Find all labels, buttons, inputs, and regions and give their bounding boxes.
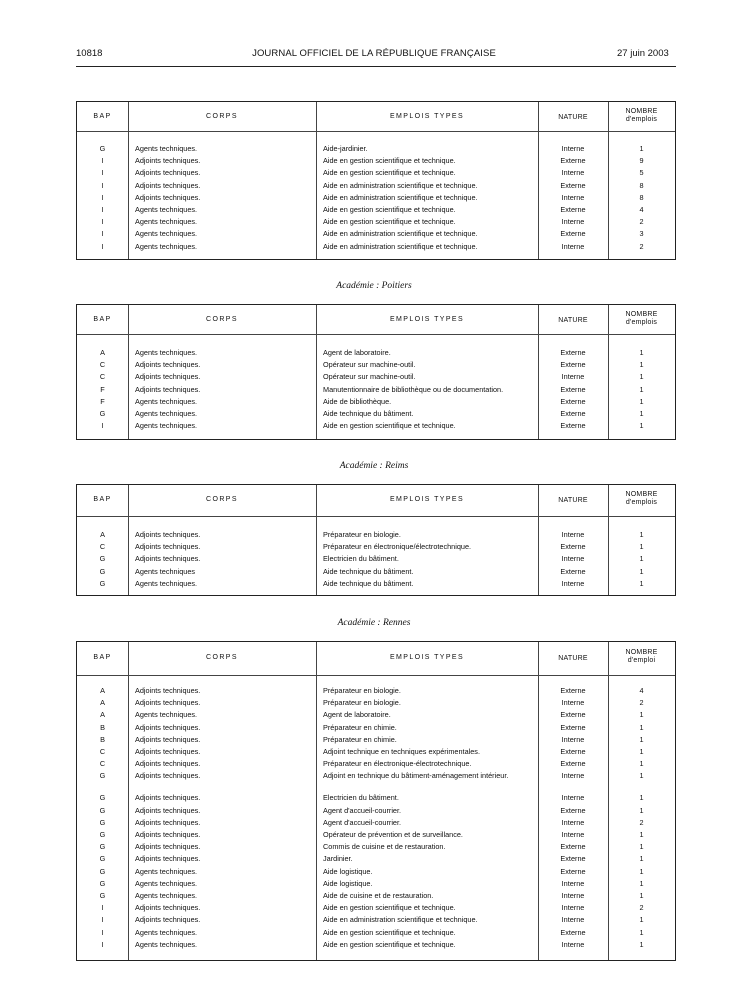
cell-nature: Interne	[561, 903, 585, 913]
col-header-corps: CORPS	[206, 113, 238, 120]
table-row	[77, 242, 675, 254]
cell-nature: Interne	[561, 168, 585, 178]
cell-bap: I	[101, 903, 104, 913]
cell-corps: Agents techniques.	[135, 710, 198, 720]
col-header-nature: NATURE	[558, 497, 588, 504]
col-header-corps: CORPS	[206, 496, 238, 503]
cell-nombre: 1	[639, 830, 644, 839]
header-rule	[77, 516, 675, 517]
cell-nombre: 1	[639, 747, 644, 756]
cell-corps: Agents techniques	[135, 566, 196, 576]
cell-bap: I	[101, 217, 104, 227]
cell-emploi-type: Aide en gestion scientifique et technique.	[323, 421, 456, 431]
cell-nature: Externe	[560, 409, 586, 418]
cell-emploi-type: Aide en administration scientifique et technique.	[323, 241, 478, 251]
cell-bap: I	[101, 168, 104, 178]
cell-corps: Agents techniques.	[135, 144, 198, 153]
cell-emploi-type: Aide en administration scientifique et technique.	[323, 915, 478, 925]
cell-nature: Externe	[560, 180, 586, 190]
table-row	[77, 854, 675, 866]
cell-bap: I	[101, 927, 104, 937]
cell-nature: Externe	[560, 722, 586, 732]
cell-nombre: 1	[639, 878, 644, 888]
cell-nombre: 1	[639, 384, 644, 394]
cell-bap: G	[99, 866, 106, 876]
cell-emploi-type: Aide de bibliothèque.	[323, 396, 392, 406]
cell-emploi-type: Opérateur sur machine-outil.	[323, 372, 416, 382]
col-header-bap: BAP	[93, 496, 112, 503]
cell-corps: Agents techniques.	[135, 891, 198, 900]
table-row	[77, 530, 675, 542]
cell-bap: A	[100, 710, 105, 720]
col-header-corps: CORPS	[206, 316, 238, 323]
cell-bap: G	[99, 554, 106, 564]
cell-nombre: 1	[639, 805, 644, 815]
col-header-nombre-line2: d'emplois	[625, 116, 658, 123]
cell-nombre: 1	[639, 396, 644, 406]
cell-corps: Adjoints techniques.	[135, 830, 201, 839]
table-row	[77, 915, 675, 927]
cell-nombre: 1	[639, 734, 644, 744]
cell-nombre: 1	[639, 891, 644, 900]
cell-corps: Agents techniques.	[135, 348, 198, 357]
cell-corps: Adjoints techniques.	[135, 384, 201, 394]
cell-nombre: 1	[639, 348, 644, 357]
cell-nombre: 2	[639, 817, 644, 827]
cell-corps: Agents techniques.	[135, 927, 198, 937]
cell-nature: Interne	[561, 878, 585, 888]
cell-emploi-type: Aide logistique.	[323, 878, 373, 888]
cell-bap: G	[99, 793, 106, 803]
cell-corps: Adjoints techniques.	[135, 360, 201, 370]
cell-emploi-type: Préparateur en biologie.	[323, 686, 401, 695]
cell-corps: Agents techniques.	[135, 578, 198, 588]
col-header-nature: NATURE	[558, 114, 588, 121]
cell-emploi-type: Adjoint en technique du bâtiment-aménagement intérieur.	[323, 771, 509, 781]
cell-bap: G	[99, 805, 106, 815]
cell-bap: A	[100, 698, 105, 708]
cell-nombre: 1	[639, 915, 644, 925]
cell-emploi-type: Préparateur en électronique/électrotechnique.	[323, 542, 472, 552]
cell-corps: Adjoints techniques.	[135, 698, 201, 708]
cell-bap: F	[100, 384, 105, 394]
cell-nature: Externe	[560, 384, 586, 394]
cell-corps: Adjoints techniques.	[135, 771, 201, 781]
table-row	[77, 710, 675, 722]
cell-emploi-type: Agent de laboratoire.	[323, 348, 391, 357]
table-rennes	[76, 641, 676, 961]
table-continued	[76, 101, 676, 260]
cell-emploi-type: Aide-jardinier.	[323, 144, 368, 153]
table-row	[77, 867, 675, 879]
col-header-nombre-line1: NOMBRE	[625, 108, 658, 115]
cell-bap: I	[101, 421, 104, 431]
col-header-emplois: EMPLOIS TYPES	[389, 496, 465, 503]
cell-bap: I	[101, 939, 104, 949]
cell-nombre: 1	[639, 842, 644, 852]
table-row	[77, 421, 675, 433]
cell-emploi-type: Préparateur en chimie.	[323, 722, 397, 732]
cell-corps: Adjoints techniques.	[135, 805, 201, 815]
cell-emploi-type: Aide en gestion scientifique et technique.	[323, 205, 456, 214]
table-row	[77, 397, 675, 409]
cell-bap: G	[99, 144, 106, 153]
table-row	[77, 168, 675, 180]
cell-bap: I	[101, 180, 104, 190]
table-row	[77, 747, 675, 759]
cell-corps: Agents techniques.	[135, 409, 198, 418]
header-rule	[77, 131, 675, 132]
publication-date: 27 juin 2003	[617, 48, 669, 59]
cell-nature: Interne	[561, 771, 585, 781]
cell-corps: Agents techniques.	[135, 939, 198, 949]
col-header-bap: BAP	[93, 113, 112, 120]
cell-bap: I	[101, 205, 104, 214]
cell-bap: I	[101, 156, 104, 166]
cell-corps: Adjoints techniques.	[135, 554, 201, 564]
cell-nombre: 3	[639, 229, 644, 239]
cell-bap: G	[99, 891, 106, 900]
cell-nombre: 1	[639, 939, 644, 949]
cell-corps: Agents techniques.	[135, 878, 198, 888]
table-row	[77, 348, 675, 360]
cell-emploi-type: Agent d'accueil-courrier.	[323, 805, 402, 815]
col-header-nombre-line2: d'emploi	[627, 657, 656, 664]
cell-bap: C	[99, 542, 106, 552]
table-row	[77, 567, 675, 579]
cell-emploi-type: Electricien du bâtiment.	[323, 554, 399, 564]
cell-bap: C	[99, 747, 106, 756]
table-row	[77, 771, 675, 793]
cell-nature: Externe	[560, 854, 586, 864]
cell-corps: Adjoints techniques.	[135, 180, 201, 190]
cell-nombre: 9	[639, 156, 644, 166]
table-row	[77, 759, 675, 771]
table-row	[77, 205, 675, 217]
page-number: 10818	[76, 48, 103, 59]
cell-emploi-type: Opérateur de prévention et de surveillance.	[323, 830, 463, 839]
cell-bap: G	[99, 771, 106, 781]
table-row	[77, 193, 675, 205]
cell-corps: Adjoints techniques.	[135, 372, 201, 382]
cell-nature: Externe	[560, 156, 586, 166]
cell-emploi-type: Aide en administration scientifique et technique.	[323, 180, 478, 190]
table-row	[77, 698, 675, 710]
cell-corps: Agents techniques.	[135, 866, 198, 876]
cell-emploi-type: Manutentionnaire de bibliothèque ou de documentation.	[323, 384, 504, 394]
cell-corps: Adjoints techniques.	[135, 915, 201, 925]
cell-nombre: 1	[639, 866, 644, 876]
cell-corps: Agents techniques.	[135, 205, 198, 214]
col-header-nombre	[608, 491, 675, 507]
cell-bap: I	[101, 192, 104, 202]
cell-corps: Adjoints techniques.	[135, 759, 201, 769]
table-poitiers	[76, 304, 676, 440]
cell-corps: Adjoints techniques.	[135, 156, 201, 166]
header-divider	[76, 66, 676, 67]
cell-bap: A	[100, 530, 105, 539]
col-header-corps: CORPS	[206, 654, 238, 661]
col-header-nature: NATURE	[558, 317, 588, 324]
cell-corps: Adjoints techniques.	[135, 722, 201, 732]
cell-nature: Externe	[560, 759, 586, 769]
cell-nombre: 8	[639, 180, 644, 190]
cell-nombre: 1	[639, 530, 644, 539]
cell-bap: C	[99, 372, 106, 382]
cell-nature: Externe	[560, 866, 586, 876]
table-row	[77, 806, 675, 818]
cell-nombre: 1	[639, 372, 644, 382]
cell-emploi-type: Agent d'accueil-courrier.	[323, 817, 402, 827]
cell-emploi-type: Aide en gestion scientifique et technique.	[323, 903, 456, 913]
cell-nature: Externe	[560, 396, 586, 406]
cell-emploi-type: Opérateur sur machine-outil.	[323, 360, 416, 370]
cell-corps: Adjoints techniques.	[135, 192, 201, 202]
table-row	[77, 385, 675, 397]
table-row	[77, 144, 675, 156]
cell-emploi-type: Aide en gestion scientifique et technique.	[323, 168, 456, 178]
col-header-nombre	[608, 311, 675, 327]
cell-nombre: 2	[639, 903, 644, 913]
cell-emploi-type: Préparateur en chimie.	[323, 734, 397, 744]
cell-nombre: 2	[639, 217, 644, 227]
cell-nature: Externe	[560, 229, 586, 239]
cell-nature: Interne	[561, 734, 585, 744]
cell-emploi-type: Agent de laboratoire.	[323, 710, 391, 720]
col-header-bap: BAP	[93, 316, 112, 323]
cell-corps: Adjoints techniques.	[135, 734, 201, 744]
cell-nombre: 1	[639, 759, 644, 769]
cell-bap: B	[100, 734, 105, 744]
cell-corps: Agents techniques.	[135, 241, 198, 251]
cell-nature: Interne	[561, 817, 585, 827]
cell-emploi-type: Aide de cuisine et de restauration.	[323, 891, 434, 900]
cell-corps: Adjoints techniques.	[135, 842, 201, 852]
cell-nature: Interne	[561, 554, 585, 564]
cell-bap: A	[100, 686, 105, 695]
table-row	[77, 723, 675, 735]
header-rule	[77, 334, 675, 335]
col-header-nombre-line1: NOMBRE	[625, 311, 658, 318]
cell-nombre: 1	[639, 710, 644, 720]
table-row	[77, 891, 675, 903]
cell-nature: Externe	[560, 542, 586, 552]
cell-nombre: 1	[639, 360, 644, 370]
col-header-nombre-line2: d'emplois	[625, 499, 658, 506]
cell-nature: Interne	[561, 939, 585, 949]
cell-corps: Adjoints techniques.	[135, 854, 201, 864]
cell-emploi-type: Préparateur en biologie.	[323, 698, 401, 708]
cell-corps: Agents techniques.	[135, 396, 198, 406]
cell-bap: G	[99, 566, 106, 576]
cell-emploi-type: Adjoint technique en techniques expérimentales.	[323, 747, 480, 756]
cell-bap: G	[99, 578, 106, 588]
cell-nature: Externe	[560, 686, 586, 695]
col-header-nombre-line1: NOMBRE	[625, 649, 658, 656]
cell-bap: G	[99, 409, 106, 418]
cell-nombre: 1	[639, 542, 644, 552]
cell-emploi-type: Electricien du bâtiment.	[323, 793, 399, 803]
cell-nombre: 1	[639, 421, 644, 431]
cell-nature: Interne	[561, 891, 585, 900]
cell-corps: Adjoints techniques.	[135, 747, 201, 756]
table-row	[77, 579, 675, 591]
journal-title: JOURNAL OFFICIEL DE LA RÉPUBLIQUE FRANÇAISE	[252, 48, 496, 59]
cell-corps: Adjoints techniques.	[135, 168, 201, 178]
table-row	[77, 229, 675, 241]
cell-emploi-type: Aide en gestion scientifique et technique.	[323, 939, 456, 949]
cell-nature: Interne	[561, 793, 585, 803]
col-header-emplois: EMPLOIS TYPES	[389, 654, 465, 661]
table-row	[77, 372, 675, 384]
cell-nature: Externe	[560, 710, 586, 720]
table-row	[77, 940, 675, 952]
cell-emploi-type: Aide en gestion scientifique et technique.	[323, 927, 456, 937]
table-row	[77, 181, 675, 193]
cell-nature: Interne	[561, 241, 585, 251]
cell-corps: Adjoints techniques.	[135, 793, 201, 803]
cell-nature: Externe	[560, 348, 586, 357]
table-row	[77, 830, 675, 842]
col-header-bap: BAP	[93, 654, 112, 661]
cell-nature: Interne	[561, 144, 585, 153]
cell-bap: I	[101, 229, 104, 239]
cell-nombre: 8	[639, 192, 644, 202]
col-header-nombre	[608, 649, 675, 665]
cell-nombre: 4	[639, 205, 644, 214]
cell-nombre: 5	[639, 168, 644, 178]
cell-bap: G	[99, 842, 106, 852]
table-row	[77, 793, 675, 805]
cell-emploi-type: Jardinier.	[323, 854, 353, 864]
col-header-nombre	[608, 108, 675, 124]
cell-emploi-type: Aide technique du bâtiment.	[323, 409, 414, 418]
cell-nombre: 1	[639, 566, 644, 576]
cell-bap: I	[101, 915, 104, 925]
cell-emploi-type: Aide en administration scientifique et technique.	[323, 229, 478, 239]
cell-emploi-type: Aide logistique.	[323, 866, 373, 876]
academie-heading-poitiers: Académie : Poitiers	[336, 281, 412, 291]
table-row	[77, 409, 675, 421]
cell-bap: A	[100, 348, 105, 357]
table-row	[77, 879, 675, 891]
cell-corps: Adjoints techniques.	[135, 686, 201, 695]
cell-nature: Externe	[560, 927, 586, 937]
table-row	[77, 903, 675, 915]
cell-nombre: 4	[639, 686, 644, 695]
table-row	[77, 686, 675, 698]
cell-nombre: 1	[639, 927, 644, 937]
academie-heading-rennes: Académie : Rennes	[337, 618, 411, 628]
cell-nombre: 1	[639, 578, 644, 588]
cell-nature: Interne	[561, 915, 585, 925]
cell-nature: Interne	[561, 192, 585, 202]
cell-bap: C	[99, 360, 106, 370]
cell-nombre: 1	[639, 554, 644, 564]
table-row	[77, 217, 675, 229]
cell-emploi-type: Préparateur en électronique-électrotechnique.	[323, 759, 472, 769]
cell-emploi-type: Aide en gestion scientifique et technique.	[323, 156, 456, 166]
cell-corps: Adjoints techniques.	[135, 903, 201, 913]
cell-nature: Interne	[561, 530, 585, 539]
table-row	[77, 542, 675, 554]
cell-nature: Externe	[560, 805, 586, 815]
cell-nature: Externe	[560, 842, 586, 852]
cell-nature: Externe	[560, 360, 586, 370]
cell-emploi-type: Aide en administration scientifique et technique.	[323, 192, 478, 202]
cell-nature: Externe	[560, 205, 586, 214]
table-reims	[76, 484, 676, 596]
table-row	[77, 928, 675, 940]
cell-bap: G	[99, 817, 106, 827]
cell-bap: G	[99, 878, 106, 888]
header-rule	[77, 675, 675, 676]
cell-nombre: 1	[639, 771, 644, 781]
table-row	[77, 156, 675, 168]
cell-nature: Interne	[561, 578, 585, 588]
cell-nombre: 2	[639, 698, 644, 708]
cell-corps: Agents techniques.	[135, 421, 198, 431]
cell-corps: Adjoints techniques.	[135, 542, 201, 552]
col-header-nature: NATURE	[558, 655, 588, 662]
table-row	[77, 818, 675, 830]
cell-nombre: 1	[639, 722, 644, 732]
cell-emploi-type: Aide en gestion scientifique et technique.	[323, 217, 456, 227]
cell-nature: Externe	[560, 747, 586, 756]
cell-bap: G	[99, 854, 106, 864]
cell-bap: I	[101, 241, 104, 251]
cell-emploi-type: Aide technique du bâtiment.	[323, 566, 414, 576]
cell-corps: Agents techniques.	[135, 229, 198, 239]
cell-nombre: 1	[639, 409, 644, 418]
table-row	[77, 842, 675, 854]
cell-nombre: 2	[639, 241, 644, 251]
cell-nature: Interne	[561, 372, 585, 382]
table-row	[77, 360, 675, 372]
cell-bap: B	[100, 722, 105, 732]
cell-nombre: 1	[639, 793, 644, 803]
academie-heading-reims: Académie : Reims	[339, 461, 409, 471]
cell-bap: F	[100, 396, 105, 406]
cell-emploi-type: Préparateur en biologie.	[323, 530, 401, 539]
col-header-emplois: EMPLOIS TYPES	[389, 113, 465, 120]
cell-nombre: 1	[639, 854, 644, 864]
cell-emploi-type: Commis de cuisine et de restauration.	[323, 842, 446, 852]
col-header-nombre-line1: NOMBRE	[625, 491, 658, 498]
col-header-nombre-line2: d'emplois	[625, 319, 658, 326]
cell-nature: Interne	[561, 830, 585, 839]
cell-corps: Agents techniques.	[135, 217, 198, 227]
cell-corps: Adjoints techniques.	[135, 530, 201, 539]
cell-bap: C	[99, 759, 106, 769]
table-row	[77, 735, 675, 747]
cell-nature: Interne	[561, 698, 585, 708]
cell-nature: Externe	[560, 566, 586, 576]
table-row	[77, 554, 675, 566]
cell-nature: Interne	[561, 217, 585, 227]
cell-bap: G	[99, 830, 106, 839]
cell-emploi-type: Aide technique du bâtiment.	[323, 578, 414, 588]
page-header	[0, 48, 748, 64]
cell-nombre: 1	[639, 144, 644, 153]
col-header-emplois: EMPLOIS TYPES	[389, 316, 465, 323]
cell-corps: Adjoints techniques.	[135, 817, 201, 827]
cell-nature: Externe	[560, 421, 586, 431]
